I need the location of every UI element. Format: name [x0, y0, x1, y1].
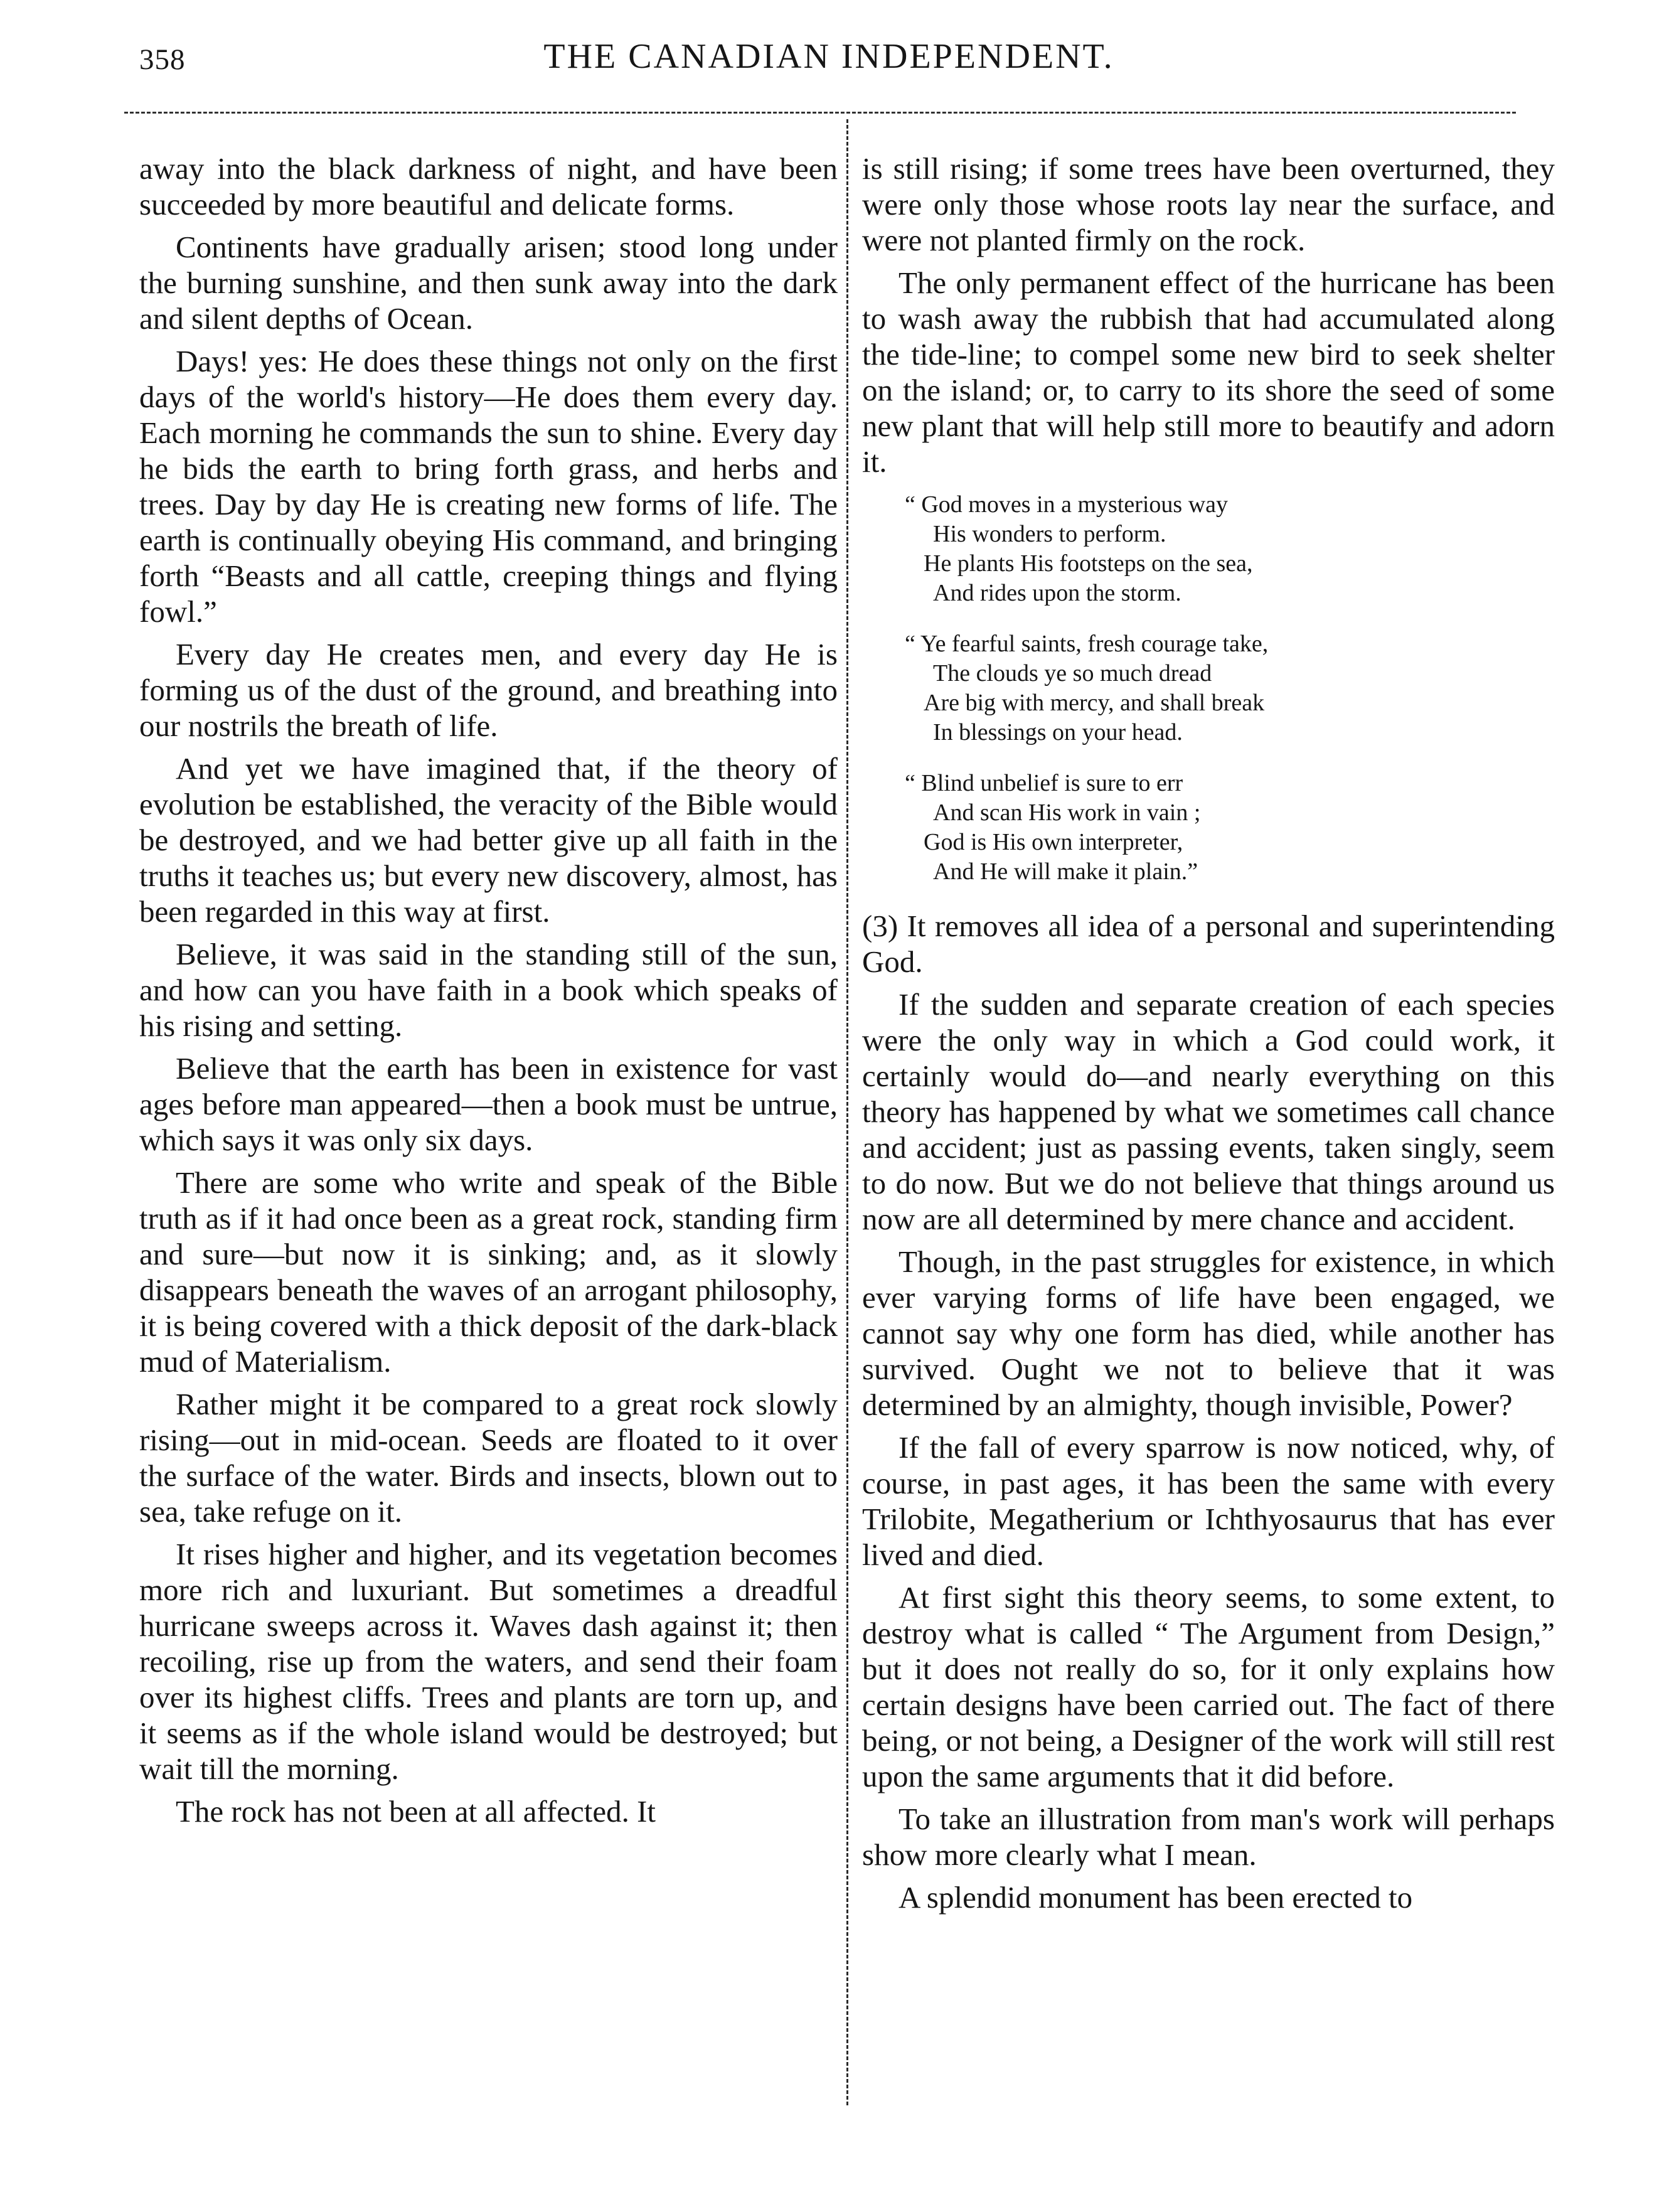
poem-line: His wonders to perform. — [933, 521, 1166, 547]
paragraph: Rather might it be compared to a great rock slowly rising—out in mid-ocean. Seeds are floated to it over the surface of the water. Birds and insects, blown out to sea, take refuge on it. — [139, 1387, 838, 1529]
poem-line: “ Blind unbelief is sure to err — [905, 770, 1183, 796]
poem-line: And He will make it plain.” — [933, 858, 1198, 885]
paragraph: To take an illustration from man's work will perhaps show more clearly what I mean. — [862, 1802, 1555, 1872]
poem-line: The clouds ye so much dread — [933, 660, 1212, 687]
paragraph: Believe, it was said in the standing still of the sun, and how can you have faith in a book which speaks of his rising and setting. — [139, 937, 838, 1043]
paragraph: A splendid monument has been erected to — [898, 1880, 1413, 1915]
poem-line: And rides upon the storm. — [933, 580, 1181, 606]
page-header — [139, 36, 1518, 105]
paragraph: And yet we have imagined that, if the theory of evolution be established, the veracity of the Bible would be destroyed, and we had better give up all faith in the truths it teaches us; but every new discovery, almost, has been regarded in this way at first. — [139, 751, 838, 929]
poem-line: God is His own interpreter, — [924, 829, 1183, 855]
paragraph: is still rising; if some trees have been overturned, they were only those whose roots lay near the surface, and were not planted firmly on the rock. — [862, 151, 1555, 257]
poem-stanza — [905, 769, 1555, 887]
paragraph: It rises higher and higher, and its vegetation becomes more rich and luxuriant. But sometimes a dreadful hurricane sweeps across it. Waves dash against it; then recoiling, rise up from the waters, and send their foam over its highest cliffs. Trees and plants are torn up, and it seems as if the whole island would be destroyed; but wait till the morning. — [139, 1537, 838, 1786]
paragraph: (3) It removes all idea of a personal and superintending God. — [862, 909, 1555, 979]
left-column — [139, 151, 838, 1836]
paragraph: The rock has not been at all affected. It — [176, 1794, 656, 1829]
poem-line: Are big with mercy, and shall break — [924, 690, 1265, 716]
poem-line: And scan His work in vain ; — [933, 799, 1201, 826]
paragraph: Continents have gradually arisen; stood long under the burning sunshine, and then sunk away into the dark and silent depths of Ocean. — [139, 230, 838, 336]
paragraph: If the fall of every sparrow is now noticed, why, of course, in past ages, it has been the same with every Trilobite, Megatherium or Ichthyosaurus that has ever lived and died. — [862, 1430, 1555, 1572]
poem-stanza — [905, 629, 1555, 747]
paragraph: There are some who write and speak of the Bible truth as if it had once been as a great rock, standing firm and sure—but now it is sinking; and, as it slowly disappears beneath the waves of an arrogant philosophy, it is being covered with a thick deposit of the dark-black mud of Materialism. — [139, 1165, 838, 1379]
paragraph: The only permanent effect of the hurricane has been to wash away the rubbish that had accumulated along the tide-line; to compel some new bird to seek shelter on the island; or, to carry to its shore the seed of some new plant that will help still more to beautify and adorn it. — [862, 265, 1555, 479]
poem-line: In blessings on your head. — [933, 719, 1183, 745]
poem-line: “ Ye fearful saints, fresh courage take, — [905, 631, 1269, 657]
right-column — [862, 151, 1555, 1922]
header-divider — [124, 112, 1516, 114]
paragraph: Believe that the earth has been in existence for vast ages before man appeared—then a book must be untrue, which says it was only six days. — [139, 1051, 838, 1157]
paragraph: Every day He creates men, and every day He is forming us of the dust of the ground, and breathing into our nostrils the breath of life. — [139, 637, 838, 743]
paragraph: If the sudden and separate creation of each species were the only way in which a God could work, it certainly would do—and nearly everything on this theory has happened by what we sometimes call chance and accident; just as passing events, taken singly, seem to do now. But we do not believe that things around us now are all determined by mere chance and accident. — [862, 987, 1555, 1236]
poem-stanza — [905, 490, 1555, 608]
hymn-quote — [905, 490, 1555, 887]
paragraph: At first sight this theory seems, to some extent, to destroy what is called “ The Argument from Design,” but it does not really do so, for it only explains how certain designs have been carried out. The fact of there being, or not being, a Designer of the work will still rest upon the same arguments that it did before. — [862, 1580, 1555, 1793]
publication-title: THE CANADIAN INDEPENDENT. — [543, 37, 1114, 76]
poem-line: He plants His footsteps on the sea, — [924, 550, 1253, 577]
paragraph: Though, in the past struggles for existence, in which ever varying forms of life have been engaged, we cannot say why one form has died, while another has survived. Ought we not to believe that it was determined by an almighty, though invisible, Power? — [862, 1244, 1555, 1422]
column-divider — [846, 119, 848, 2105]
poem-line: “ God moves in a mysterious way — [905, 491, 1229, 518]
paragraph: away into the black darkness of night, and have been succeeded by more beautiful and delicate forms. — [139, 151, 838, 222]
page-number: 358 — [139, 43, 186, 76]
paragraph: Days! yes: He does these things not only on the first days of the world's history—He does them every day. Each morning he commands the sun to shine. Every day he bids the earth to bring forth grass, and herbs and trees. Day by day He is creating new forms of life. The earth is continually obeying His command, and bringing forth “Beasts and all cattle, creeping things and flying fowl.” — [139, 344, 838, 629]
